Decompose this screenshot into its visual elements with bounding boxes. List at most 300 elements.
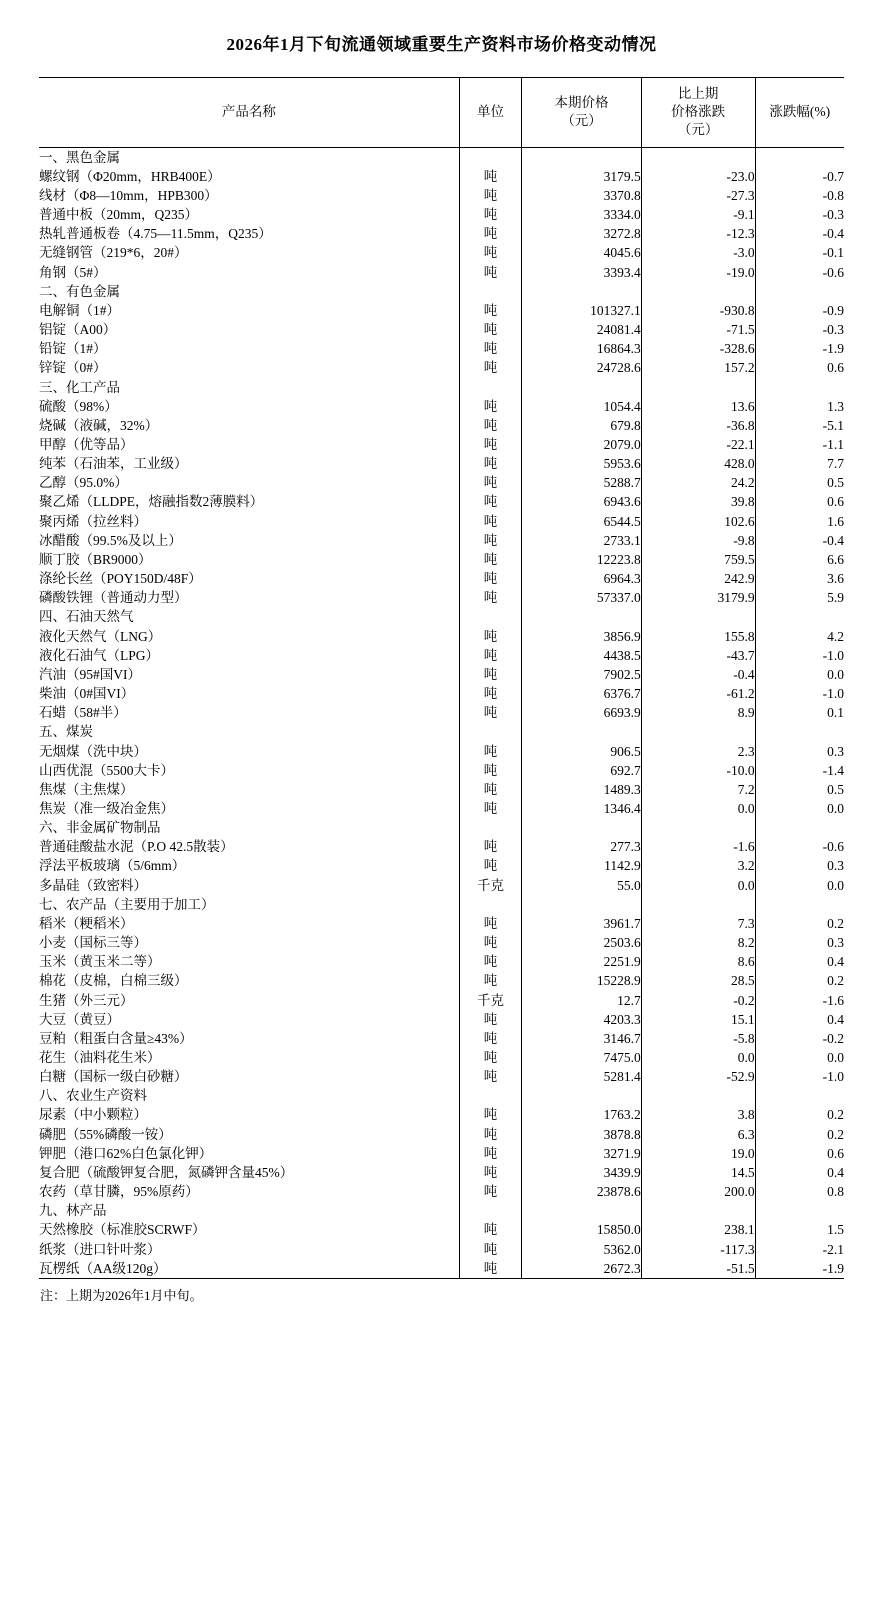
bottom-spacer [0, 1304, 883, 1334]
price-change: -27.3 [641, 186, 755, 205]
current-price [522, 818, 641, 837]
percent-change: -0.2 [755, 1029, 844, 1048]
product-name: 农药（草甘膦，95%原药） [39, 1184, 199, 1200]
table-row [39, 837, 844, 856]
price-change: 24.2 [641, 473, 755, 492]
price-change: -0.4 [641, 665, 755, 684]
table-body [39, 147, 844, 1278]
table-row [39, 933, 844, 952]
product-unit [459, 895, 522, 914]
percent-change: 0.6 [755, 358, 844, 377]
current-price: 1142.9 [522, 856, 641, 875]
current-price: 12.7 [522, 991, 641, 1010]
percent-change: -1.0 [755, 646, 844, 665]
price-change: -0.2 [641, 991, 755, 1010]
percent-change: -0.4 [755, 224, 844, 243]
percent-change: -1.0 [755, 1067, 844, 1086]
product-unit: 吨 [459, 1048, 522, 1067]
percent-change [755, 1086, 844, 1105]
table-row [39, 397, 844, 416]
percent-change: 0.4 [755, 952, 844, 971]
product-unit: 吨 [459, 837, 522, 856]
product-name: 尿素（中小颗粒） [39, 1107, 147, 1123]
product-unit: 吨 [459, 569, 522, 588]
table-row [39, 742, 844, 761]
current-price: 3878.8 [522, 1125, 641, 1144]
table-row [39, 1259, 844, 1279]
product-unit: 吨 [459, 761, 522, 780]
current-price: 6544.5 [522, 512, 641, 531]
group-label: 九、林产品 [39, 1203, 107, 1219]
current-price: 24081.4 [522, 320, 641, 339]
current-price: 3856.9 [522, 627, 641, 646]
current-price: 4203.3 [522, 1010, 641, 1029]
column-header-price-change [641, 78, 755, 148]
product-name: 花生（油料花生米） [39, 1050, 161, 1065]
price-change: 28.5 [641, 971, 755, 990]
product-unit: 吨 [459, 1125, 522, 1144]
product-name: 稻米（粳稻米） [39, 915, 134, 931]
product-unit: 吨 [459, 186, 522, 205]
product-name: 锌锭（0#） [39, 360, 107, 376]
column-header-current-price [522, 78, 641, 148]
product-unit: 吨 [459, 1029, 522, 1048]
current-price [522, 607, 641, 626]
product-name: 纯苯（石油苯，工业级） [39, 456, 188, 472]
percent-change: -1.9 [755, 339, 844, 358]
current-price: 4045.6 [522, 243, 641, 262]
group-label: 三、化工产品 [39, 379, 120, 395]
product-name: 涤纶长丝（POY150D/48F） [39, 571, 202, 587]
price-change: -52.9 [641, 1067, 755, 1086]
price-change: 238.1 [641, 1220, 755, 1239]
current-price: 5362.0 [522, 1240, 641, 1259]
table-row [39, 1125, 844, 1144]
product-name: 螺纹钢（Φ20mm，HRB400E） [39, 168, 221, 184]
price-change: -9.1 [641, 205, 755, 224]
price-change: 19.0 [641, 1144, 755, 1163]
product-name: 冰醋酸（99.5%及以上） [39, 532, 182, 548]
percent-change: 0.4 [755, 1163, 844, 1182]
column-header-unit: 单位 [459, 78, 522, 148]
current-price: 679.8 [522, 416, 641, 435]
price-change [641, 895, 755, 914]
column-header-price-change-line2: 价格涨跌 [671, 104, 726, 120]
percent-change [755, 378, 844, 397]
percent-change: 0.1 [755, 703, 844, 722]
product-unit: 吨 [459, 665, 522, 684]
product-unit: 吨 [459, 416, 522, 435]
percent-change: -0.7 [755, 167, 844, 186]
product-name: 多晶硅（致密料） [39, 877, 147, 893]
percent-change: -0.6 [755, 837, 844, 856]
price-change: 8.9 [641, 703, 755, 722]
product-name: 普通中板（20mm，Q235） [39, 207, 199, 223]
price-change [641, 1086, 755, 1105]
table-group-row [39, 282, 844, 301]
table-row [39, 1067, 844, 1086]
price-change [641, 282, 755, 301]
percent-change: 0.8 [755, 1182, 844, 1201]
table-row [39, 205, 844, 224]
percent-change: 7.7 [755, 454, 844, 473]
current-price: 3439.9 [522, 1163, 641, 1182]
percent-change: -0.8 [755, 186, 844, 205]
price-change: 200.0 [641, 1182, 755, 1201]
price-change: 3179.9 [641, 588, 755, 607]
table-row [39, 531, 844, 550]
product-name: 普通硅酸盐水泥（P.O 42.5散装） [39, 839, 234, 855]
price-change: 0.0 [641, 799, 755, 818]
percent-change: 0.0 [755, 665, 844, 684]
product-unit [459, 818, 522, 837]
table-row [39, 1029, 844, 1048]
table-group-row [39, 722, 844, 741]
product-name: 铝锭（A00） [39, 322, 117, 338]
product-unit: 吨 [459, 205, 522, 224]
table-row [39, 914, 844, 933]
current-price: 7902.5 [522, 665, 641, 684]
table-row [39, 492, 844, 511]
current-price: 3179.5 [522, 167, 641, 186]
price-change: 428.0 [641, 454, 755, 473]
group-label: 八、农业生产资料 [39, 1088, 147, 1104]
current-price: 2079.0 [522, 435, 641, 454]
product-unit: 吨 [459, 473, 522, 492]
price-change: 0.0 [641, 876, 755, 895]
percent-change: 0.5 [755, 780, 844, 799]
price-change: -328.6 [641, 339, 755, 358]
current-price [522, 1201, 641, 1220]
table-row [39, 569, 844, 588]
current-price: 6376.7 [522, 684, 641, 703]
product-name: 无缝钢管（219*6，20#） [39, 245, 188, 261]
current-price: 7475.0 [522, 1048, 641, 1067]
product-unit: 吨 [459, 224, 522, 243]
price-change: 8.2 [641, 933, 755, 952]
price-change: 0.0 [641, 1048, 755, 1067]
percent-change: 1.3 [755, 397, 844, 416]
product-unit: 吨 [459, 1105, 522, 1124]
product-unit: 吨 [459, 454, 522, 473]
price-change [641, 1201, 755, 1220]
product-unit: 吨 [459, 167, 522, 186]
percent-change: 0.0 [755, 876, 844, 895]
table-row [39, 358, 844, 377]
table-row [39, 991, 844, 1010]
product-unit: 吨 [459, 243, 522, 262]
product-unit [459, 607, 522, 626]
product-unit [459, 378, 522, 397]
percent-change [755, 147, 844, 167]
product-unit: 吨 [459, 512, 522, 531]
percent-change: -1.1 [755, 435, 844, 454]
product-name: 汽油（95#国VI） [39, 666, 141, 682]
price-change: 39.8 [641, 492, 755, 511]
current-price: 3393.4 [522, 263, 641, 282]
column-header-product-name: 产品名称 [39, 78, 459, 148]
price-change: 759.5 [641, 550, 755, 569]
table-row [39, 703, 844, 722]
column-header-price-change-line1: 比上期 [677, 86, 719, 101]
percent-change: -1.6 [755, 991, 844, 1010]
percent-change [755, 1201, 844, 1220]
product-unit [459, 282, 522, 301]
table-row [39, 339, 844, 358]
price-change: -51.5 [641, 1259, 755, 1279]
product-unit: 吨 [459, 1144, 522, 1163]
product-unit: 吨 [459, 971, 522, 990]
price-change: -12.3 [641, 224, 755, 243]
product-name: 复合肥（硫酸钾复合肥，氮磷钾含量45%） [39, 1164, 294, 1180]
product-name: 柴油（0#国VI） [39, 686, 135, 702]
percent-change [755, 282, 844, 301]
current-price: 6943.6 [522, 492, 641, 511]
table-row [39, 1048, 844, 1067]
percent-change: -0.3 [755, 320, 844, 339]
current-price [522, 378, 641, 397]
product-unit: 吨 [459, 435, 522, 454]
product-unit: 吨 [459, 1259, 522, 1279]
group-label: 四、石油天然气 [39, 609, 134, 625]
product-name: 铅锭（1#） [39, 341, 107, 357]
percent-change: 0.5 [755, 473, 844, 492]
group-label: 一、黑色金属 [39, 149, 120, 165]
percent-change: 0.2 [755, 971, 844, 990]
product-name: 焦煤（主焦煤） [39, 781, 134, 797]
column-header-percent-change: 涨跌幅(%) [755, 78, 844, 148]
table-row [39, 684, 844, 703]
percent-change: 0.3 [755, 933, 844, 952]
percent-change: 0.2 [755, 914, 844, 933]
product-unit: 吨 [459, 1240, 522, 1259]
percent-change: 0.0 [755, 799, 844, 818]
product-unit: 吨 [459, 1182, 522, 1201]
group-label: 六、非金属矿物制品 [39, 820, 161, 836]
table-row [39, 665, 844, 684]
product-name: 小麦（国标三等） [39, 935, 147, 951]
product-name: 线材（Φ8—10mm，HPB300） [39, 187, 218, 203]
table-row [39, 1240, 844, 1259]
percent-change: 6.6 [755, 550, 844, 569]
product-name: 白糖（国标一级白砂糖） [39, 1069, 188, 1085]
percent-change: -2.1 [755, 1240, 844, 1259]
percent-change: -0.9 [755, 301, 844, 320]
product-name: 玉米（黄玉米二等） [39, 954, 161, 970]
current-price: 2503.6 [522, 933, 641, 952]
current-price: 15228.9 [522, 971, 641, 990]
table-row [39, 243, 844, 262]
table-row [39, 416, 844, 435]
price-change: -117.3 [641, 1240, 755, 1259]
table-row [39, 1163, 844, 1182]
price-change-table [39, 77, 844, 1279]
product-unit: 吨 [459, 856, 522, 875]
percent-change: 4.2 [755, 627, 844, 646]
table-header [39, 78, 844, 148]
percent-change [755, 818, 844, 837]
product-unit: 吨 [459, 646, 522, 665]
table-row [39, 301, 844, 320]
current-price [522, 282, 641, 301]
percent-change: 0.4 [755, 1010, 844, 1029]
price-change: 2.3 [641, 742, 755, 761]
current-price: 277.3 [522, 837, 641, 856]
percent-change [755, 722, 844, 741]
current-price: 3146.7 [522, 1029, 641, 1048]
price-change: -5.8 [641, 1029, 755, 1048]
table-row [39, 761, 844, 780]
price-change [641, 607, 755, 626]
product-unit: 吨 [459, 780, 522, 799]
product-unit: 吨 [459, 684, 522, 703]
table-group-row [39, 607, 844, 626]
current-price: 5288.7 [522, 473, 641, 492]
product-name: 豆粕（粗蛋白含量≥43%） [39, 1030, 193, 1046]
product-unit: 吨 [459, 531, 522, 550]
percent-change: -1.4 [755, 761, 844, 780]
product-unit: 千克 [459, 876, 522, 895]
product-name: 纸浆（进口针叶浆） [39, 1241, 161, 1257]
table-row [39, 320, 844, 339]
table-row [39, 1182, 844, 1201]
product-name: 天然橡胶（标准胶SCRWF） [39, 1222, 206, 1238]
table-row [39, 856, 844, 875]
percent-change: 0.3 [755, 742, 844, 761]
product-unit: 吨 [459, 339, 522, 358]
current-price [522, 1086, 641, 1105]
product-unit: 吨 [459, 952, 522, 971]
product-name: 热轧普通板卷（4.75—11.5mm，Q235） [39, 226, 272, 242]
product-unit: 吨 [459, 492, 522, 511]
price-change: -10.0 [641, 761, 755, 780]
group-label: 七、农产品（主要用于加工） [39, 896, 215, 912]
price-change: 15.1 [641, 1010, 755, 1029]
current-price: 3271.9 [522, 1144, 641, 1163]
price-change: 7.3 [641, 914, 755, 933]
price-change: -71.5 [641, 320, 755, 339]
percent-change: -0.4 [755, 531, 844, 550]
table-row [39, 952, 844, 971]
product-name: 山西优混（5500大卡） [39, 762, 174, 778]
price-change: -43.7 [641, 646, 755, 665]
product-name: 焦炭（准一级冶金焦） [39, 800, 174, 816]
price-change: -22.1 [641, 435, 755, 454]
current-price: 16864.3 [522, 339, 641, 358]
price-change: 155.8 [641, 627, 755, 646]
product-name: 磷肥（55%磷酸一铵） [39, 1126, 172, 1142]
price-change: -930.8 [641, 301, 755, 320]
current-price: 906.5 [522, 742, 641, 761]
table-row [39, 1010, 844, 1029]
product-unit [459, 1201, 522, 1220]
product-unit: 吨 [459, 799, 522, 818]
product-name: 石蜡（58#半） [39, 705, 127, 721]
price-change: 157.2 [641, 358, 755, 377]
product-unit: 吨 [459, 588, 522, 607]
product-unit: 吨 [459, 933, 522, 952]
table-row [39, 186, 844, 205]
group-label: 二、有色金属 [39, 283, 120, 299]
current-price: 2251.9 [522, 952, 641, 971]
product-name: 大豆（黄豆） [39, 1011, 120, 1027]
price-change: 242.9 [641, 569, 755, 588]
price-change [641, 378, 755, 397]
price-change: 6.3 [641, 1125, 755, 1144]
product-unit: 吨 [459, 627, 522, 646]
price-change: -9.8 [641, 531, 755, 550]
table-row [39, 550, 844, 569]
product-name: 顺丁胶（BR9000） [39, 551, 152, 567]
product-unit: 吨 [459, 703, 522, 722]
product-unit: 吨 [459, 397, 522, 416]
current-price: 4438.5 [522, 646, 641, 665]
percent-change [755, 607, 844, 626]
price-change: 7.2 [641, 780, 755, 799]
table-row [39, 512, 844, 531]
price-change: -1.6 [641, 837, 755, 856]
current-price: 1763.2 [522, 1105, 641, 1124]
current-price: 692.7 [522, 761, 641, 780]
current-price: 12223.8 [522, 550, 641, 569]
current-price: 24728.6 [522, 358, 641, 377]
percent-change: 1.6 [755, 512, 844, 531]
current-price [522, 895, 641, 914]
table-row [39, 780, 844, 799]
current-price: 1346.4 [522, 799, 641, 818]
current-price: 3334.0 [522, 205, 641, 224]
table-group-row [39, 1201, 844, 1220]
current-price [522, 147, 641, 167]
table-row [39, 971, 844, 990]
product-unit: 吨 [459, 1067, 522, 1086]
product-unit: 吨 [459, 301, 522, 320]
percent-change: 0.2 [755, 1125, 844, 1144]
table-row [39, 646, 844, 665]
table-row [39, 1105, 844, 1124]
percent-change: -0.1 [755, 243, 844, 262]
current-price: 101327.1 [522, 301, 641, 320]
current-price [522, 722, 641, 741]
product-name: 液化石油气（LPG） [39, 647, 160, 663]
product-name: 聚丙烯（拉丝料） [39, 513, 147, 529]
percent-change: 0.3 [755, 856, 844, 875]
product-name: 钾肥（港口62%白色氯化钾） [39, 1145, 213, 1161]
product-name: 电解铜（1#） [39, 302, 120, 318]
column-header-current-price-line1: 本期价格 [554, 95, 609, 111]
table-row [39, 473, 844, 492]
table-row [39, 588, 844, 607]
percent-change: 1.5 [755, 1220, 844, 1239]
price-change [641, 722, 755, 741]
page-title: 2026年1月下旬流通领域重要生产资料市场价格变动情况 [226, 35, 657, 54]
price-change [641, 147, 755, 167]
current-price: 6693.9 [522, 703, 641, 722]
table-group-row [39, 1086, 844, 1105]
product-unit: 吨 [459, 1010, 522, 1029]
percent-change: 5.9 [755, 588, 844, 607]
product-unit: 吨 [459, 263, 522, 282]
table-row [39, 1220, 844, 1239]
product-unit [459, 147, 522, 167]
product-name: 液化天然气（LNG） [39, 628, 162, 644]
product-unit: 吨 [459, 742, 522, 761]
table-group-row [39, 147, 844, 167]
current-price: 55.0 [522, 876, 641, 895]
price-change: -61.2 [641, 684, 755, 703]
percent-change [755, 895, 844, 914]
percent-change: 0.2 [755, 1105, 844, 1124]
